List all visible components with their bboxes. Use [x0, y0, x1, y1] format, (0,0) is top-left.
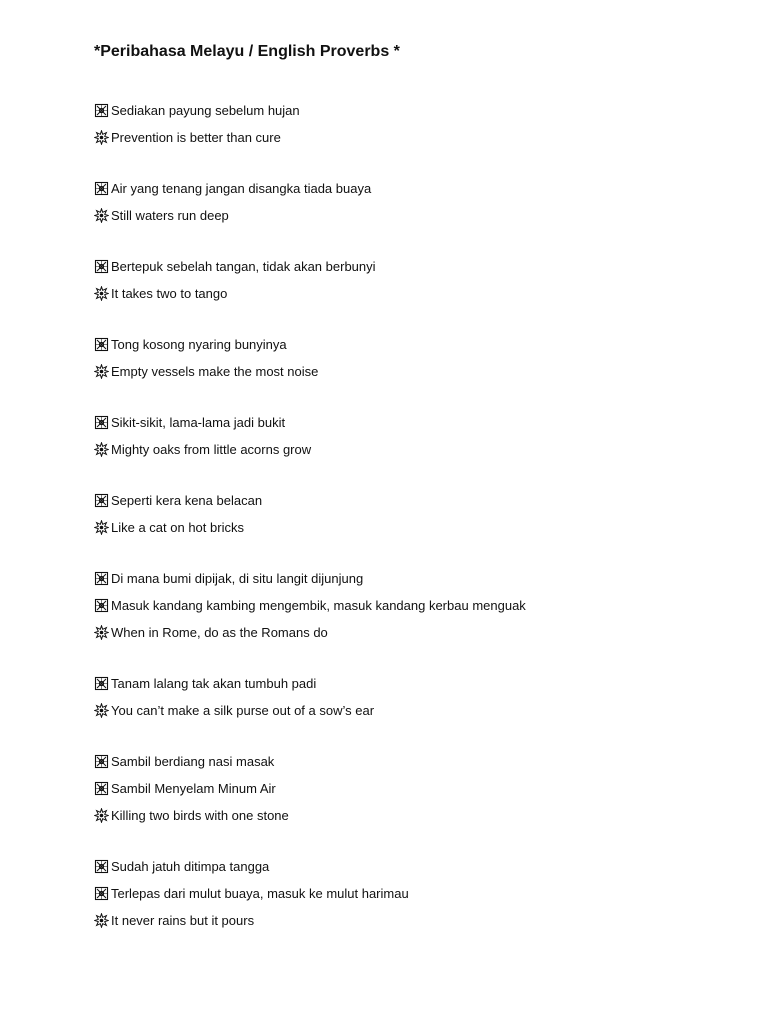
proverb-text: Terlepas dari mulut buaya, masuk ke mulut harimau	[111, 886, 409, 901]
english-proverb-icon	[94, 520, 109, 535]
proverb-line	[94, 775, 734, 802]
page-title: *Peribahasa Melayu / English Proverbs *	[94, 43, 400, 60]
proverb-text: Tong kosong nyaring bunyinya	[111, 337, 287, 352]
proverb-line	[94, 280, 734, 307]
english-proverb-icon	[94, 442, 109, 457]
proverb-group	[94, 487, 734, 541]
proverb-text: Sambil Menyelam Minum Air	[111, 781, 276, 796]
proverb-line	[94, 697, 734, 724]
proverb-text: Air yang tenang jangan disangka tiada buaya	[111, 181, 372, 196]
english-proverb-icon	[94, 130, 109, 145]
malay-proverb-icon	[94, 103, 109, 118]
malay-proverb-icon	[94, 181, 109, 196]
proverb-line	[94, 880, 734, 907]
proverb-text: Seperti kera kena belacan	[111, 493, 263, 508]
proverb-line	[94, 565, 734, 592]
proverb-line	[94, 487, 734, 514]
proverb-group	[94, 175, 734, 229]
proverb-text: Still waters run deep	[111, 208, 229, 223]
proverb-line	[94, 670, 734, 697]
proverb-text: Tanam lalang tak akan tumbuh padi	[111, 676, 317, 691]
proverb-line	[94, 592, 734, 619]
malay-proverb-icon	[94, 493, 109, 508]
english-proverb-icon	[94, 703, 109, 718]
proverb-line	[94, 253, 734, 280]
proverb-group	[94, 97, 734, 151]
proverb-text: Sambil berdiang nasi masak	[111, 754, 275, 769]
proverb-text: When in Rome, do as the Romans do	[111, 625, 328, 640]
malay-proverb-icon	[94, 754, 109, 769]
proverb-text: Masuk kandang kambing mengembik, masuk kandang kerbau menguak	[111, 598, 526, 613]
malay-proverb-icon	[94, 886, 109, 901]
proverb-line	[94, 619, 734, 646]
proverb-line	[94, 358, 734, 385]
proverb-text: Prevention is better than cure	[111, 130, 281, 145]
malay-proverb-icon	[94, 781, 109, 796]
english-proverb-icon	[94, 364, 109, 379]
proverb-line	[94, 175, 734, 202]
proverb-text: Di mana bumi dipijak, di situ langit dijunjung	[111, 571, 364, 586]
proverb-line	[94, 124, 734, 151]
proverb-line	[94, 97, 734, 124]
proverb-line	[94, 802, 734, 829]
proverb-list	[94, 97, 734, 958]
proverb-line	[94, 409, 734, 436]
english-proverb-icon	[94, 286, 109, 301]
proverb-text: Killing two birds with one stone	[111, 808, 289, 823]
proverb-text: Sediakan payung sebelum hujan	[111, 103, 300, 118]
malay-proverb-icon	[94, 676, 109, 691]
proverb-group	[94, 331, 734, 385]
proverb-text: You can’t make a silk purse out of a sow’s ear	[111, 703, 375, 718]
malay-proverb-icon	[94, 415, 109, 430]
proverb-group	[94, 670, 734, 724]
proverb-text: Sudah jatuh ditimpa tangga	[111, 859, 270, 874]
proverb-group	[94, 565, 734, 646]
proverb-line	[94, 436, 734, 463]
proverb-line	[94, 331, 734, 358]
proverb-line	[94, 853, 734, 880]
proverb-text: Sikit-sikit, lama-lama jadi bukit	[111, 415, 286, 430]
english-proverb-icon	[94, 913, 109, 928]
proverb-text: It never rains but it pours	[111, 913, 255, 928]
proverb-group	[94, 748, 734, 829]
malay-proverb-icon	[94, 859, 109, 874]
proverb-text: Like a cat on hot bricks	[111, 520, 244, 535]
proverb-group	[94, 853, 734, 934]
proverb-group	[94, 409, 734, 463]
malay-proverb-icon	[94, 598, 109, 613]
english-proverb-icon	[94, 808, 109, 823]
proverb-group	[94, 253, 734, 307]
english-proverb-icon	[94, 625, 109, 640]
proverb-text: Empty vessels make the most noise	[111, 364, 319, 379]
proverb-line	[94, 907, 734, 934]
proverb-text: Mighty oaks from little acorns grow	[111, 442, 312, 457]
malay-proverb-icon	[94, 571, 109, 586]
proverb-line	[94, 748, 734, 775]
proverb-text: It takes two to tango	[111, 286, 228, 301]
proverb-line	[94, 514, 734, 541]
english-proverb-icon	[94, 208, 109, 223]
proverb-line	[94, 202, 734, 229]
malay-proverb-icon	[94, 337, 109, 352]
malay-proverb-icon	[94, 259, 109, 274]
proverb-text: Bertepuk sebelah tangan, tidak akan berbunyi	[111, 259, 376, 274]
